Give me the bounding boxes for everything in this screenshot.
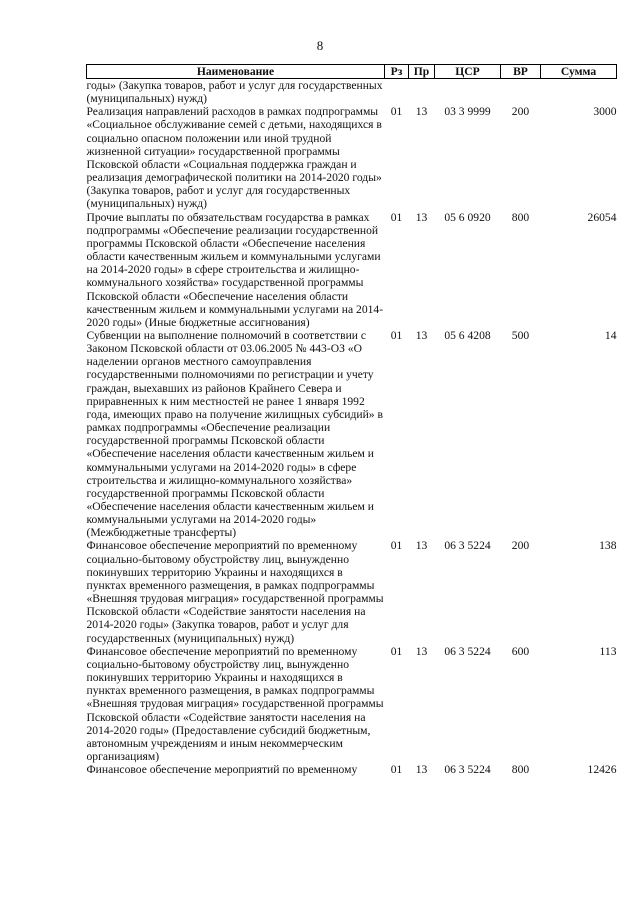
- row-sum: 26054: [587, 210, 617, 224]
- row-vr: 200: [511, 105, 530, 119]
- table-row: [87, 539, 617, 644]
- header-pr: Пр: [409, 65, 435, 79]
- row-rz: 01: [390, 539, 403, 553]
- row-rz: 01: [390, 328, 403, 342]
- row-pr: 13: [415, 539, 428, 553]
- row-pr: 13: [415, 763, 428, 777]
- header-vr: ВР: [501, 65, 541, 79]
- row-csr: 06 3 5224: [444, 644, 491, 658]
- table-row: [87, 645, 617, 763]
- table-row-continued: [87, 79, 617, 106]
- row-pr: 13: [415, 328, 428, 342]
- row-rz: 01: [390, 763, 403, 777]
- row-csr: 06 3 5224: [444, 763, 491, 777]
- header-name: Наименование: [87, 65, 385, 79]
- table-row: [87, 763, 617, 776]
- row-name: Реализация направлений расходов в рамках подпрограммы «Социальное обслуживание семей с детьми, находящихся в социально опасном положении или иной трудной жизненной ситуации» государственной программы Псковской области «Социальная поддержка граждан и реализация демографической политики на 2014-2020 годы» (Закупка товаров, работ и услуг для государственных (муниципальных) нужд): [86, 105, 382, 211]
- row-csr: 06 3 5224: [444, 539, 491, 553]
- row-pr: 13: [415, 105, 428, 119]
- continued-text: годы» (Закупка товаров, работ и услуг для государственных (муниципальных) нужд): [86, 79, 383, 106]
- header-sum: Сумма: [541, 65, 617, 79]
- row-name: Финансовое обеспечение мероприятий по временному социально-бытовому обустройству лиц, вынужденно покинувших территорию Украины и находящихся в пунктах временного размещения, в рамках подпрограммы «Внешняя трудовая миграция» государственной программы Псковской области «Содействие занятости населения на 2014-2020 годы» (Закупка товаров, работ и услуг для государственных (муниципальных) нужд): [86, 539, 384, 645]
- row-csr: 05 6 4208: [444, 328, 491, 342]
- row-csr: 05 6 0920: [444, 210, 491, 224]
- row-pr: 13: [415, 210, 428, 224]
- table-header: [87, 65, 617, 79]
- row-sum: 138: [599, 539, 617, 553]
- row-sum: 3000: [593, 105, 617, 119]
- row-pr: 13: [415, 644, 428, 658]
- row-vr: 200: [511, 539, 530, 553]
- row-vr: 800: [511, 763, 530, 777]
- row-rz: 01: [390, 210, 403, 224]
- header-csr: ЦСР: [435, 65, 501, 79]
- row-name: Финансовое обеспечение мероприятий по временному социально-бытовому обустройству лиц, вынужденно покинувших территорию Украины и находящихся в пунктах временного размещения, в рамках подпрограммы «Внешняя трудовая миграция» государственной программы Псковской области «Содействие занятости населения на 2014-2020 годы» (Предоставление субсидий бюджетным, автономным учреждениям и иным некоммерческим организациям): [86, 644, 384, 763]
- row-name: Финансовое обеспечение мероприятий по временному: [86, 763, 358, 777]
- row-sum: 12426: [587, 763, 617, 777]
- table-row: [87, 329, 617, 540]
- row-rz: 01: [390, 105, 403, 119]
- row-sum: 14: [604, 328, 617, 342]
- row-rz: 01: [390, 644, 403, 658]
- table-row: [87, 211, 617, 329]
- continued-name-cell: [87, 79, 385, 106]
- row-vr: 600: [511, 644, 530, 658]
- header-rz: Рз: [385, 65, 409, 79]
- row-sum: 113: [599, 644, 617, 658]
- row-name: Субвенции на выполнение полномочий в соответствии с Законом Псковской области от 03.06.2005 № 443-ОЗ «О наделении органов местного самоуправления государственными полномочиями по регистрации и учету граждан, выехавших из районов Крайнего Севера и приравненных к ним местностей не ранее 1 января 1992 года, имеющих право на получение жилищных субсидий» в рамках подпрограммы «Обеспечение реализации государственной программы Псковской области «Обеспечение населения области качественным жильем и коммунальными услугами на 2014-2020 годы» в сфере строительства и жилищно-коммунального хозяйства» государственной программы Псковской области «Обеспечение населения области качественным жильем и коммунальными услугами на 2014-2020 годы» (Межбюджетные трансферты): [86, 328, 383, 540]
- row-vr: 500: [511, 328, 530, 342]
- row-csr: 03 3 9999: [444, 105, 491, 119]
- row-name: Прочие выплаты по обязательствам государства в рамках подпрограммы «Обеспечение реализации государственной программы Псковской области «Обеспечение населения области качественным жильем и коммунальными услугами на 2014-2020 годы» в сфере строительства и жилищно-коммунального хозяйства» государственной программы Псковской области «Обеспечение населения области качественным жильем и коммунальными услугами на 2014-2020 годы» (Иные бюджетные ассигнования): [86, 210, 384, 329]
- row-vr: 800: [511, 210, 530, 224]
- budget-table: [86, 64, 617, 776]
- table-row: [87, 105, 617, 210]
- page-number: 8: [316, 38, 324, 53]
